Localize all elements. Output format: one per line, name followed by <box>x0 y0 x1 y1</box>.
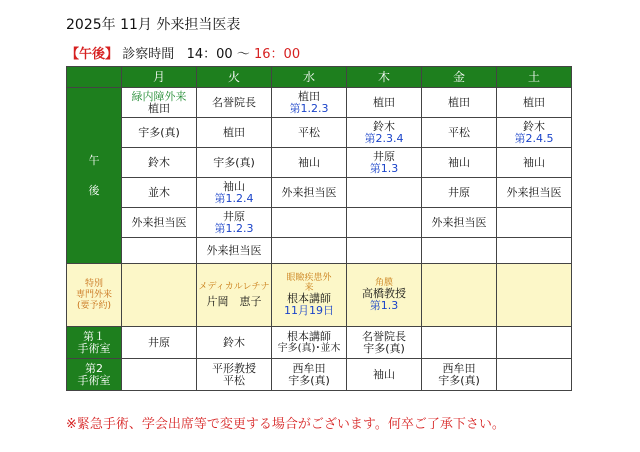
special-cell-wed <box>272 264 347 327</box>
doctor-name: 井原 <box>223 209 245 223</box>
cell-thu <box>347 208 422 238</box>
special-label-3: (要予約) <box>76 300 112 311</box>
clinic-tag: 眼瞼疾患外来 <box>286 273 332 293</box>
cell-mon <box>122 148 197 178</box>
doctor-name: 外来担当医 <box>281 185 337 199</box>
cell-sat <box>497 178 572 208</box>
hours-label: 診察時間 <box>122 47 175 62</box>
cell-fri <box>422 148 497 178</box>
or1-label-2: 手術室 <box>77 341 111 355</box>
doctor-name: 袖山 <box>373 367 395 381</box>
or1-cell-mon <box>122 327 197 359</box>
cell-tue <box>197 88 272 118</box>
cell-wed <box>272 208 347 238</box>
or1-row <box>67 327 572 359</box>
cell-wed <box>272 178 347 208</box>
bracket-close: 】 <box>105 47 119 62</box>
doctor-name: 片岡 恵子 <box>206 295 262 308</box>
corner-cell <box>67 67 122 88</box>
or1-cell-wed <box>272 327 347 359</box>
doctor-name: 宇多(真) <box>213 155 255 169</box>
cell-fri <box>422 238 497 264</box>
cell-wed <box>272 238 347 264</box>
cell-thu <box>347 148 422 178</box>
doctor-name: 外来担当医 <box>206 243 262 257</box>
doctor-name: 植田 <box>448 95 470 109</box>
doctor-name: 平松 <box>448 125 470 139</box>
cell-fri <box>422 208 497 238</box>
day-sat: 土 <box>497 67 572 88</box>
doctor-name: 宇多(真) <box>288 373 330 387</box>
doctor-name: 鈴木 <box>148 155 170 169</box>
doctor-name: 名誉院長 <box>212 95 256 109</box>
session-line <box>66 43 300 62</box>
time-separator: ～ <box>236 47 250 62</box>
doctor-name: 植田 <box>223 125 245 139</box>
or1-label <box>67 327 122 359</box>
doctor-name: 西牟田 <box>442 361 476 375</box>
or1-cell-fri <box>422 327 497 359</box>
week-note: 第1.2.3 <box>214 221 254 235</box>
or2-cell-thu <box>347 359 422 391</box>
schedule-table <box>66 66 572 391</box>
doctor-name: 宇多(真)･並木 <box>277 342 341 354</box>
pm-char-2: 後 <box>88 183 100 197</box>
cell-sat <box>497 238 572 264</box>
or2-cell-tue <box>197 359 272 391</box>
doctor-name: 西牟田 <box>292 361 326 375</box>
doctor-name: 平松 <box>298 125 320 139</box>
doctor-name: 植田 <box>298 89 320 103</box>
clinic-name: 緑内障外来 <box>131 89 187 103</box>
doctor-name: 鈴木 <box>523 119 545 133</box>
cell-thu <box>347 178 422 208</box>
cell-fri <box>422 88 497 118</box>
cell-thu <box>347 88 422 118</box>
doctor-name: 宇多(真) <box>363 341 405 355</box>
cell-tue <box>197 178 272 208</box>
doctor-name: 並木 <box>148 185 170 199</box>
bracket-open: 【 <box>66 47 80 62</box>
pm-row-5 <box>67 208 572 238</box>
or2-label-1: 第2 <box>85 361 103 375</box>
special-clinic-row <box>67 264 572 327</box>
pm-row-4 <box>67 178 572 208</box>
doctor-name: 袖山 <box>223 179 245 193</box>
special-cell-tue <box>197 264 272 327</box>
cell-fri <box>422 118 497 148</box>
pm-row-3 <box>67 148 572 178</box>
day-thu: 木 <box>347 67 422 88</box>
end-time: 16：00 <box>254 47 301 62</box>
special-cell-mon <box>122 264 197 327</box>
cell-tue <box>197 208 272 238</box>
week-note: 第1.2.3 <box>289 101 329 115</box>
special-label-1: 特別 <box>84 278 103 289</box>
day-wed: 水 <box>272 67 347 88</box>
doctor-name: 袖山 <box>523 155 545 169</box>
doctor-name: 鈴木 <box>223 335 245 349</box>
cell-mon <box>122 178 197 208</box>
cell-mon <box>122 208 197 238</box>
date-note: 11月19日 <box>284 304 334 317</box>
or2-cell-wed <box>272 359 347 391</box>
cell-tue <box>197 118 272 148</box>
cell-sat <box>497 118 572 148</box>
pm-row-2 <box>67 118 572 148</box>
special-cell-fri <box>422 264 497 327</box>
special-label-2: 専門外来 <box>75 289 112 300</box>
day-header-row <box>67 67 572 88</box>
week-note: 第1.3 <box>369 161 399 175</box>
week-note: 第2.4.5 <box>514 131 554 145</box>
doctor-name: 外来担当医 <box>131 215 187 229</box>
or2-cell-mon <box>122 359 197 391</box>
doctor-name: 外来担当医 <box>431 215 487 229</box>
cell-thu <box>347 238 422 264</box>
doctor-name: 宇多(真) <box>438 373 480 387</box>
cell-mon <box>122 238 197 264</box>
doctor-name: 植田 <box>148 101 170 115</box>
special-clinic-label <box>67 264 122 327</box>
doctor-name: 鈴木 <box>373 119 395 133</box>
cell-sat <box>497 148 572 178</box>
week-note: 第2.3.4 <box>364 131 404 145</box>
or2-row <box>67 359 572 391</box>
doctor-name: 根本講師 <box>287 329 331 343</box>
clinic-tag: メディカルレチナ <box>198 282 270 292</box>
or1-cell-tue <box>197 327 272 359</box>
doctor-name: 外来担当医 <box>506 185 562 199</box>
pm-label <box>67 88 122 264</box>
cell-wed <box>272 148 347 178</box>
cell-sat <box>497 208 572 238</box>
day-tue: 火 <box>197 67 272 88</box>
cell-wed <box>272 118 347 148</box>
session-label: 午後 <box>79 47 106 62</box>
or2-cell-sat <box>497 359 572 391</box>
or2-label-2: 手術室 <box>77 373 111 387</box>
pm-row-6 <box>67 238 572 264</box>
cell-mon <box>122 118 197 148</box>
cell-tue <box>197 238 272 264</box>
or2-cell-fri <box>422 359 497 391</box>
doctor-name: 高橋教授 <box>362 287 406 300</box>
or1-cell-thu <box>347 327 422 359</box>
page-title: 2025年 11月 外来担当医表 <box>66 17 241 33</box>
cell-mon <box>122 88 197 118</box>
doctor-name: 平形教授 <box>212 361 256 375</box>
doctor-name: 袖山 <box>448 155 470 169</box>
week-note: 第1.2.4 <box>214 191 254 205</box>
pm-char-1: 午 <box>88 153 100 167</box>
special-cell-sat <box>497 264 572 327</box>
doctor-name: 名誉院長 <box>362 329 406 343</box>
clinic-tag: 角膜 <box>374 278 393 288</box>
doctor-name: 井原 <box>148 335 170 349</box>
cell-fri <box>422 178 497 208</box>
doctor-name: 宇多(真) <box>138 125 180 139</box>
cell-wed <box>272 88 347 118</box>
day-mon: 月 <box>122 67 197 88</box>
cell-thu <box>347 118 422 148</box>
cell-tue <box>197 148 272 178</box>
pm-row-1 <box>67 88 572 118</box>
doctor-name: 植田 <box>523 95 545 109</box>
doctor-name: 植田 <box>373 95 395 109</box>
doctor-name: 井原 <box>448 185 470 199</box>
or2-label <box>67 359 122 391</box>
week-note: 第1.3 <box>369 299 399 312</box>
or1-label-1: 第１ <box>83 329 105 343</box>
doctor-name: 平松 <box>223 373 245 387</box>
start-time: 14：00 <box>186 47 233 62</box>
day-fri: 金 <box>422 67 497 88</box>
doctor-name: 根本講師 <box>287 292 331 305</box>
special-cell-thu <box>347 264 422 327</box>
doctor-name: 井原 <box>373 149 395 163</box>
cell-sat <box>497 88 572 118</box>
doctor-name: 袖山 <box>298 155 320 169</box>
footer-note: ※緊急手術、学会出席等で変更する場合がございます。何卒ご了承下さい。 <box>66 417 505 432</box>
or1-cell-sat <box>497 327 572 359</box>
